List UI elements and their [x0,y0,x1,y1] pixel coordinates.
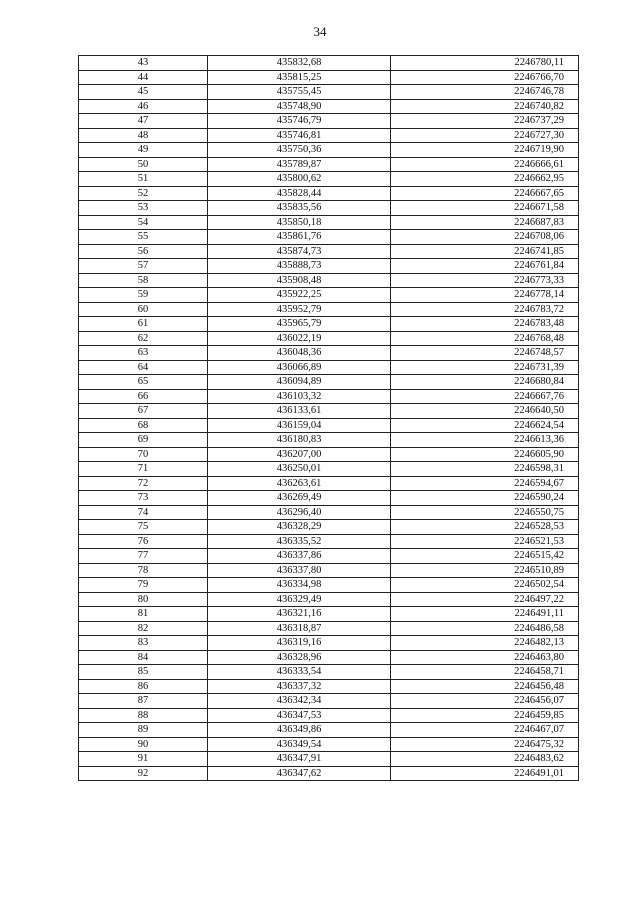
table-row [79,447,579,462]
x-coordinate-cell: 436319,16 [208,636,391,651]
x-coordinate-cell: 436337,80 [208,563,391,578]
table-row [79,215,579,230]
y-coordinate-cell: 2246550,75 [391,505,579,520]
table-row [79,288,579,303]
point-number-cell: 80 [79,592,208,607]
table-row [79,70,579,85]
point-number-cell: 77 [79,549,208,564]
point-number-cell: 52 [79,186,208,201]
x-coordinate-cell: 436022,19 [208,331,391,346]
y-coordinate-cell: 2246727,30 [391,128,579,143]
y-coordinate-cell: 2246456,48 [391,679,579,694]
table-row [79,186,579,201]
table-row [79,650,579,665]
x-coordinate-cell: 436180,83 [208,433,391,448]
point-number-cell: 92 [79,766,208,781]
x-coordinate-cell: 436250,01 [208,462,391,477]
point-number-cell: 65 [79,375,208,390]
y-coordinate-cell: 2246640,50 [391,404,579,419]
y-coordinate-cell: 2246783,48 [391,317,579,332]
y-coordinate-cell: 2246680,84 [391,375,579,390]
x-coordinate-cell: 436337,86 [208,549,391,564]
x-coordinate-cell: 436347,53 [208,708,391,723]
point-number-cell: 84 [79,650,208,665]
x-coordinate-cell: 436321,16 [208,607,391,622]
table-row [79,157,579,172]
point-number-cell: 79 [79,578,208,593]
x-coordinate-cell: 436333,54 [208,665,391,680]
point-number-cell: 91 [79,752,208,767]
table-row [79,607,579,622]
table-row [79,244,579,259]
point-number-cell: 60 [79,302,208,317]
table-row [79,563,579,578]
point-number-cell: 64 [79,360,208,375]
table-row [79,259,579,274]
point-number-cell: 59 [79,288,208,303]
point-number-cell: 71 [79,462,208,477]
table-row [79,273,579,288]
table-row [79,99,579,114]
x-coordinate-cell: 436329,49 [208,592,391,607]
y-coordinate-cell: 2246719,90 [391,143,579,158]
y-coordinate-cell: 2246662,95 [391,172,579,187]
y-coordinate-cell: 2246467,07 [391,723,579,738]
table-row [79,433,579,448]
table-row [79,317,579,332]
table-row [79,360,579,375]
point-number-cell: 68 [79,418,208,433]
x-coordinate-cell: 436103,32 [208,389,391,404]
y-coordinate-cell: 2246731,39 [391,360,579,375]
y-coordinate-cell: 2246766,70 [391,70,579,85]
x-coordinate-cell: 436328,96 [208,650,391,665]
y-coordinate-cell: 2246773,33 [391,273,579,288]
y-coordinate-cell: 2246624,54 [391,418,579,433]
x-coordinate-cell: 436335,52 [208,534,391,549]
x-coordinate-cell: 435874,73 [208,244,391,259]
table-row [79,375,579,390]
point-number-cell: 53 [79,201,208,216]
table-row [79,143,579,158]
y-coordinate-cell: 2246768,48 [391,331,579,346]
table-row [79,128,579,143]
table-row [79,418,579,433]
point-number-cell: 46 [79,99,208,114]
table-row [79,578,579,593]
x-coordinate-cell: 436334,98 [208,578,391,593]
x-coordinate-cell: 435828,44 [208,186,391,201]
coordinates-table-body [79,56,579,781]
y-coordinate-cell: 2246666,61 [391,157,579,172]
y-coordinate-cell: 2246667,65 [391,186,579,201]
y-coordinate-cell: 2246510,89 [391,563,579,578]
y-coordinate-cell: 2246463,80 [391,650,579,665]
x-coordinate-cell: 436347,62 [208,766,391,781]
table-row [79,534,579,549]
x-coordinate-cell: 436347,91 [208,752,391,767]
x-coordinate-cell: 436263,61 [208,476,391,491]
point-number-cell: 63 [79,346,208,361]
table-row [79,723,579,738]
table-row [79,520,579,535]
coordinates-table [78,55,579,781]
point-number-cell: 83 [79,636,208,651]
point-number-cell: 58 [79,273,208,288]
y-coordinate-cell: 2246778,14 [391,288,579,303]
point-number-cell: 44 [79,70,208,85]
point-number-cell: 67 [79,404,208,419]
table-row [79,85,579,100]
x-coordinate-cell: 435755,45 [208,85,391,100]
table-row [79,491,579,506]
y-coordinate-cell: 2246458,71 [391,665,579,680]
y-coordinate-cell: 2246502,54 [391,578,579,593]
point-number-cell: 72 [79,476,208,491]
x-coordinate-cell: 435746,79 [208,114,391,129]
point-number-cell: 51 [79,172,208,187]
point-number-cell: 49 [79,143,208,158]
table-row [79,331,579,346]
x-coordinate-cell: 435922,25 [208,288,391,303]
y-coordinate-cell: 2246497,22 [391,592,579,607]
y-coordinate-cell: 2246491,11 [391,607,579,622]
x-coordinate-cell: 436048,36 [208,346,391,361]
point-number-cell: 61 [79,317,208,332]
x-coordinate-cell: 435815,25 [208,70,391,85]
table-row [79,752,579,767]
y-coordinate-cell: 2246748,57 [391,346,579,361]
y-coordinate-cell: 2246482,13 [391,636,579,651]
y-coordinate-cell: 2246605,90 [391,447,579,462]
y-coordinate-cell: 2246740,82 [391,99,579,114]
point-number-cell: 78 [79,563,208,578]
point-number-cell: 89 [79,723,208,738]
x-coordinate-cell: 436296,40 [208,505,391,520]
x-coordinate-cell: 436318,87 [208,621,391,636]
x-coordinate-cell: 435832,68 [208,56,391,71]
point-number-cell: 54 [79,215,208,230]
x-coordinate-cell: 436269,49 [208,491,391,506]
y-coordinate-cell: 2246687,83 [391,215,579,230]
x-coordinate-cell: 435800,62 [208,172,391,187]
point-number-cell: 87 [79,694,208,709]
x-coordinate-cell: 435850,18 [208,215,391,230]
y-coordinate-cell: 2246483,62 [391,752,579,767]
point-number-cell: 62 [79,331,208,346]
y-coordinate-cell: 2246475,32 [391,737,579,752]
y-coordinate-cell: 2246746,78 [391,85,579,100]
table-row [79,636,579,651]
x-coordinate-cell: 435908,48 [208,273,391,288]
table-row [79,56,579,71]
table-row [79,172,579,187]
y-coordinate-cell: 2246613,36 [391,433,579,448]
table-row [79,621,579,636]
x-coordinate-cell: 435748,90 [208,99,391,114]
table-row [79,230,579,245]
y-coordinate-cell: 2246594,67 [391,476,579,491]
x-coordinate-cell: 435952,79 [208,302,391,317]
x-coordinate-cell: 436159,04 [208,418,391,433]
y-coordinate-cell: 2246590,24 [391,491,579,506]
point-number-cell: 81 [79,607,208,622]
table-row [79,346,579,361]
point-number-cell: 50 [79,157,208,172]
y-coordinate-cell: 2246486,58 [391,621,579,636]
y-coordinate-cell: 2246515,42 [391,549,579,564]
x-coordinate-cell: 435965,79 [208,317,391,332]
x-coordinate-cell: 436207,00 [208,447,391,462]
x-coordinate-cell: 436349,86 [208,723,391,738]
point-number-cell: 55 [79,230,208,245]
table-row [79,114,579,129]
x-coordinate-cell: 436328,29 [208,520,391,535]
point-number-cell: 86 [79,679,208,694]
x-coordinate-cell: 435835,56 [208,201,391,216]
x-coordinate-cell: 435861,76 [208,230,391,245]
table-row [79,694,579,709]
point-number-cell: 47 [79,114,208,129]
y-coordinate-cell: 2246456,07 [391,694,579,709]
point-number-cell: 56 [79,244,208,259]
table-row [79,737,579,752]
table-row [79,708,579,723]
x-coordinate-cell: 435746,81 [208,128,391,143]
y-coordinate-cell: 2246737,29 [391,114,579,129]
table-row [79,389,579,404]
table-row [79,766,579,781]
x-coordinate-cell: 436342,34 [208,694,391,709]
point-number-cell: 57 [79,259,208,274]
y-coordinate-cell: 2246528,53 [391,520,579,535]
point-number-cell: 82 [79,621,208,636]
point-number-cell: 90 [79,737,208,752]
x-coordinate-cell: 435750,36 [208,143,391,158]
x-coordinate-cell: 436094,89 [208,375,391,390]
y-coordinate-cell: 2246671,58 [391,201,579,216]
table-row [79,476,579,491]
y-coordinate-cell: 2246741,85 [391,244,579,259]
table-row [79,404,579,419]
x-coordinate-cell: 436133,61 [208,404,391,419]
y-coordinate-cell: 2246780,11 [391,56,579,71]
table-row [79,462,579,477]
table-row [79,302,579,317]
x-coordinate-cell: 436349,54 [208,737,391,752]
table-row [79,679,579,694]
table-row [79,201,579,216]
point-number-cell: 70 [79,447,208,462]
table-row [79,665,579,680]
point-number-cell: 74 [79,505,208,520]
y-coordinate-cell: 2246521,53 [391,534,579,549]
y-coordinate-cell: 2246667,76 [391,389,579,404]
point-number-cell: 75 [79,520,208,535]
table-row [79,549,579,564]
point-number-cell: 73 [79,491,208,506]
y-coordinate-cell: 2246598,31 [391,462,579,477]
x-coordinate-cell: 436066,89 [208,360,391,375]
y-coordinate-cell: 2246491,01 [391,766,579,781]
point-number-cell: 48 [79,128,208,143]
y-coordinate-cell: 2246783,72 [391,302,579,317]
point-number-cell: 43 [79,56,208,71]
table-row [79,592,579,607]
page-number: 34 [313,24,327,39]
x-coordinate-cell: 436337,32 [208,679,391,694]
table-row [79,505,579,520]
y-coordinate-cell: 2246459,85 [391,708,579,723]
x-coordinate-cell: 435789,87 [208,157,391,172]
point-number-cell: 66 [79,389,208,404]
point-number-cell: 45 [79,85,208,100]
point-number-cell: 85 [79,665,208,680]
point-number-cell: 88 [79,708,208,723]
x-coordinate-cell: 435888,73 [208,259,391,274]
point-number-cell: 76 [79,534,208,549]
y-coordinate-cell: 2246708,06 [391,230,579,245]
y-coordinate-cell: 2246761,84 [391,259,579,274]
point-number-cell: 69 [79,433,208,448]
